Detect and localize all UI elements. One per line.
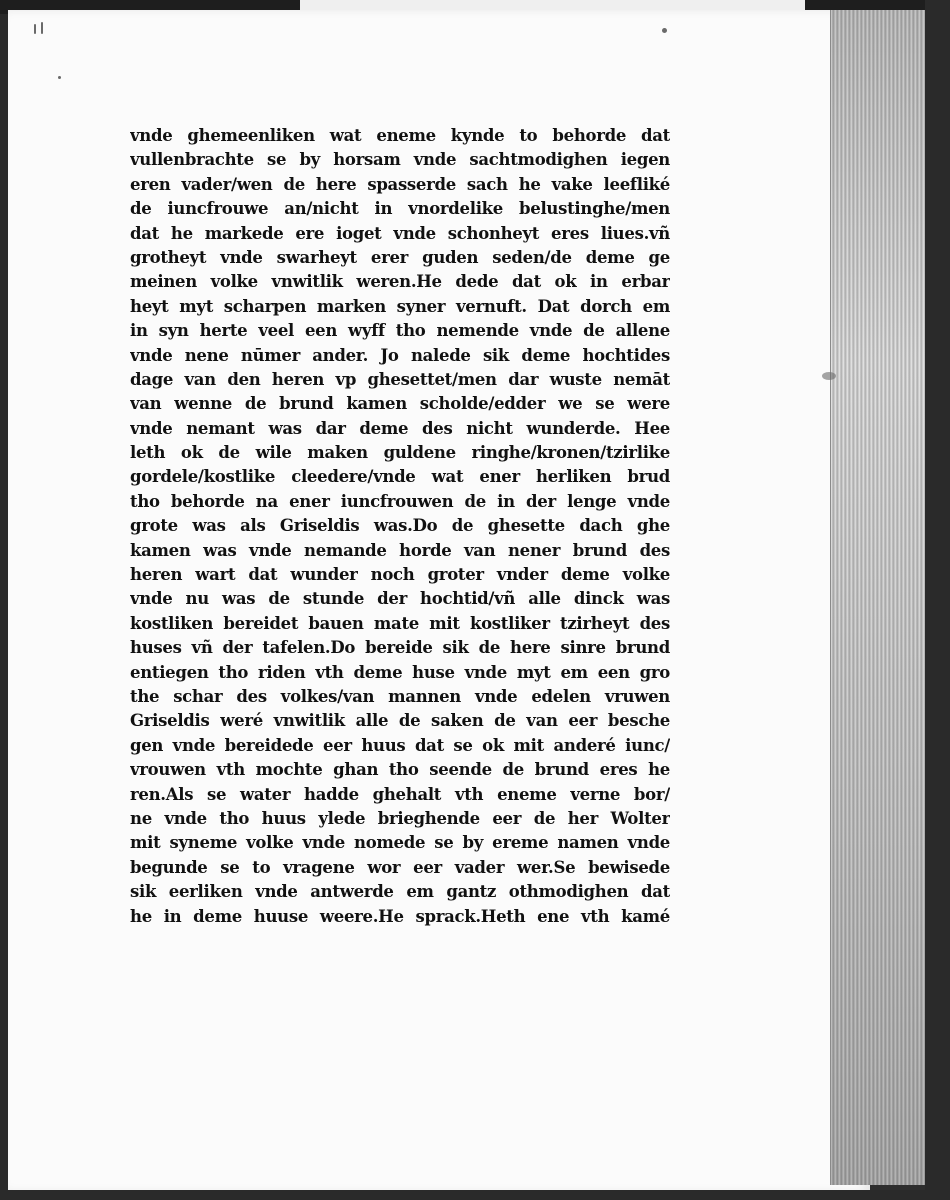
page-stack-edges: [830, 10, 928, 1185]
text-line: de iuncfrouwe an/nicht in vnordelike belustinghe/men: [130, 199, 670, 219]
text-line: eren vader/wen de here spasserde sach he vake leefliké: [130, 174, 670, 194]
scan-border-left: [0, 0, 8, 1200]
text-line: grote was als Griseldis was.Do de ghesette dach ghe: [130, 516, 670, 536]
paper-speck: [41, 22, 43, 34]
text-line: ne vnde tho huus ylede brieghende eer de her Wolter: [130, 808, 670, 828]
text-line: gordele/kostlike cleedere/vnde wat ener herliken brud: [130, 467, 670, 487]
body-text: [130, 124, 670, 929]
text-line: leth ok de wile maken guldene ringhe/kronen/tzirlike: [130, 443, 670, 463]
text-line: gen vnde bereidede eer huus dat se ok mit anderé iunc/: [130, 735, 670, 755]
scan-border-bottom: [0, 1190, 950, 1200]
text-line: Griseldis weré vnwitlik alle de saken de van eer besche: [130, 711, 670, 731]
text-line: vrouwen vth mochte ghan tho seende de brund eres he: [130, 760, 670, 780]
paper-speck: [662, 28, 667, 33]
paper-speck: [822, 372, 836, 380]
paper-speck: [58, 76, 61, 79]
text-line: begunde se to vragene wor eer vader wer.Se bewisede: [130, 857, 670, 877]
text-line: kamen was vnde nemande horde van nener brund des: [130, 540, 670, 560]
text-line: heyt myt scharpen marken syner vernuft. Dat dorch em: [130, 296, 670, 316]
text-line: entiegen tho riden vth deme huse vnde myt em een gro: [130, 662, 670, 682]
text-line: he in deme huuse weere.He sprack.Heth ene vth kamé: [130, 906, 670, 926]
text-line: vnde ghemeenliken wat eneme kynde to behorde dat: [130, 126, 670, 145]
text-line: the schar des volkes/van mannen vnde edelen vruwen: [130, 686, 670, 706]
text-line: sik eerliken vnde antwerde em gantz othmodighen dat: [130, 882, 670, 902]
text-line: van wenne de brund kamen scholde/edder we se were: [130, 394, 670, 414]
text-line: ren.Als se water hadde ghehalt vth eneme verne bor/: [130, 784, 670, 804]
text-line: vnde nene nūmer ander. Jo nalede sik deme hochtides: [130, 345, 670, 365]
text-line: kostliken bereidet bauen mate mit kostliker tzirheyt des: [130, 613, 670, 633]
text-line: dage van den heren vp ghesettet/men dar wuste nemāt: [130, 369, 670, 389]
text-line: mit syneme volke vnde nomede se by ereme namen vnde: [130, 833, 670, 853]
text-line: vullenbrachte se by horsam vnde sachtmodighen iegen: [130, 150, 670, 170]
text-line: tho behorde na ener iuncfrouwen de in der lenge vnde: [130, 491, 670, 511]
text-line: heren wart dat wunder noch groter vnder deme volke: [130, 565, 670, 585]
text-line: meinen volke vnwitlik weren.He dede dat ok in erbar: [130, 272, 670, 292]
scan-border-right: [925, 0, 950, 1200]
text-line: in syn herte veel een wyff tho nemende vnde de allene: [130, 321, 670, 341]
text-line: vnde nemant was dar deme des nicht wunderde. Hee: [130, 418, 670, 438]
text-line: vnde nu was de stunde der hochtid/vñ alle dinck was: [130, 589, 670, 609]
paper-speck: [34, 24, 36, 34]
text-line: grotheyt vnde swarheyt erer guden seden/de deme ge: [130, 247, 670, 267]
text-line: huses vñ der tafelen.Do bereide sik de here sinre brund: [130, 638, 670, 658]
text-line: dat he markede ere ioget vnde schonheyt eres liues.vñ: [130, 223, 670, 243]
